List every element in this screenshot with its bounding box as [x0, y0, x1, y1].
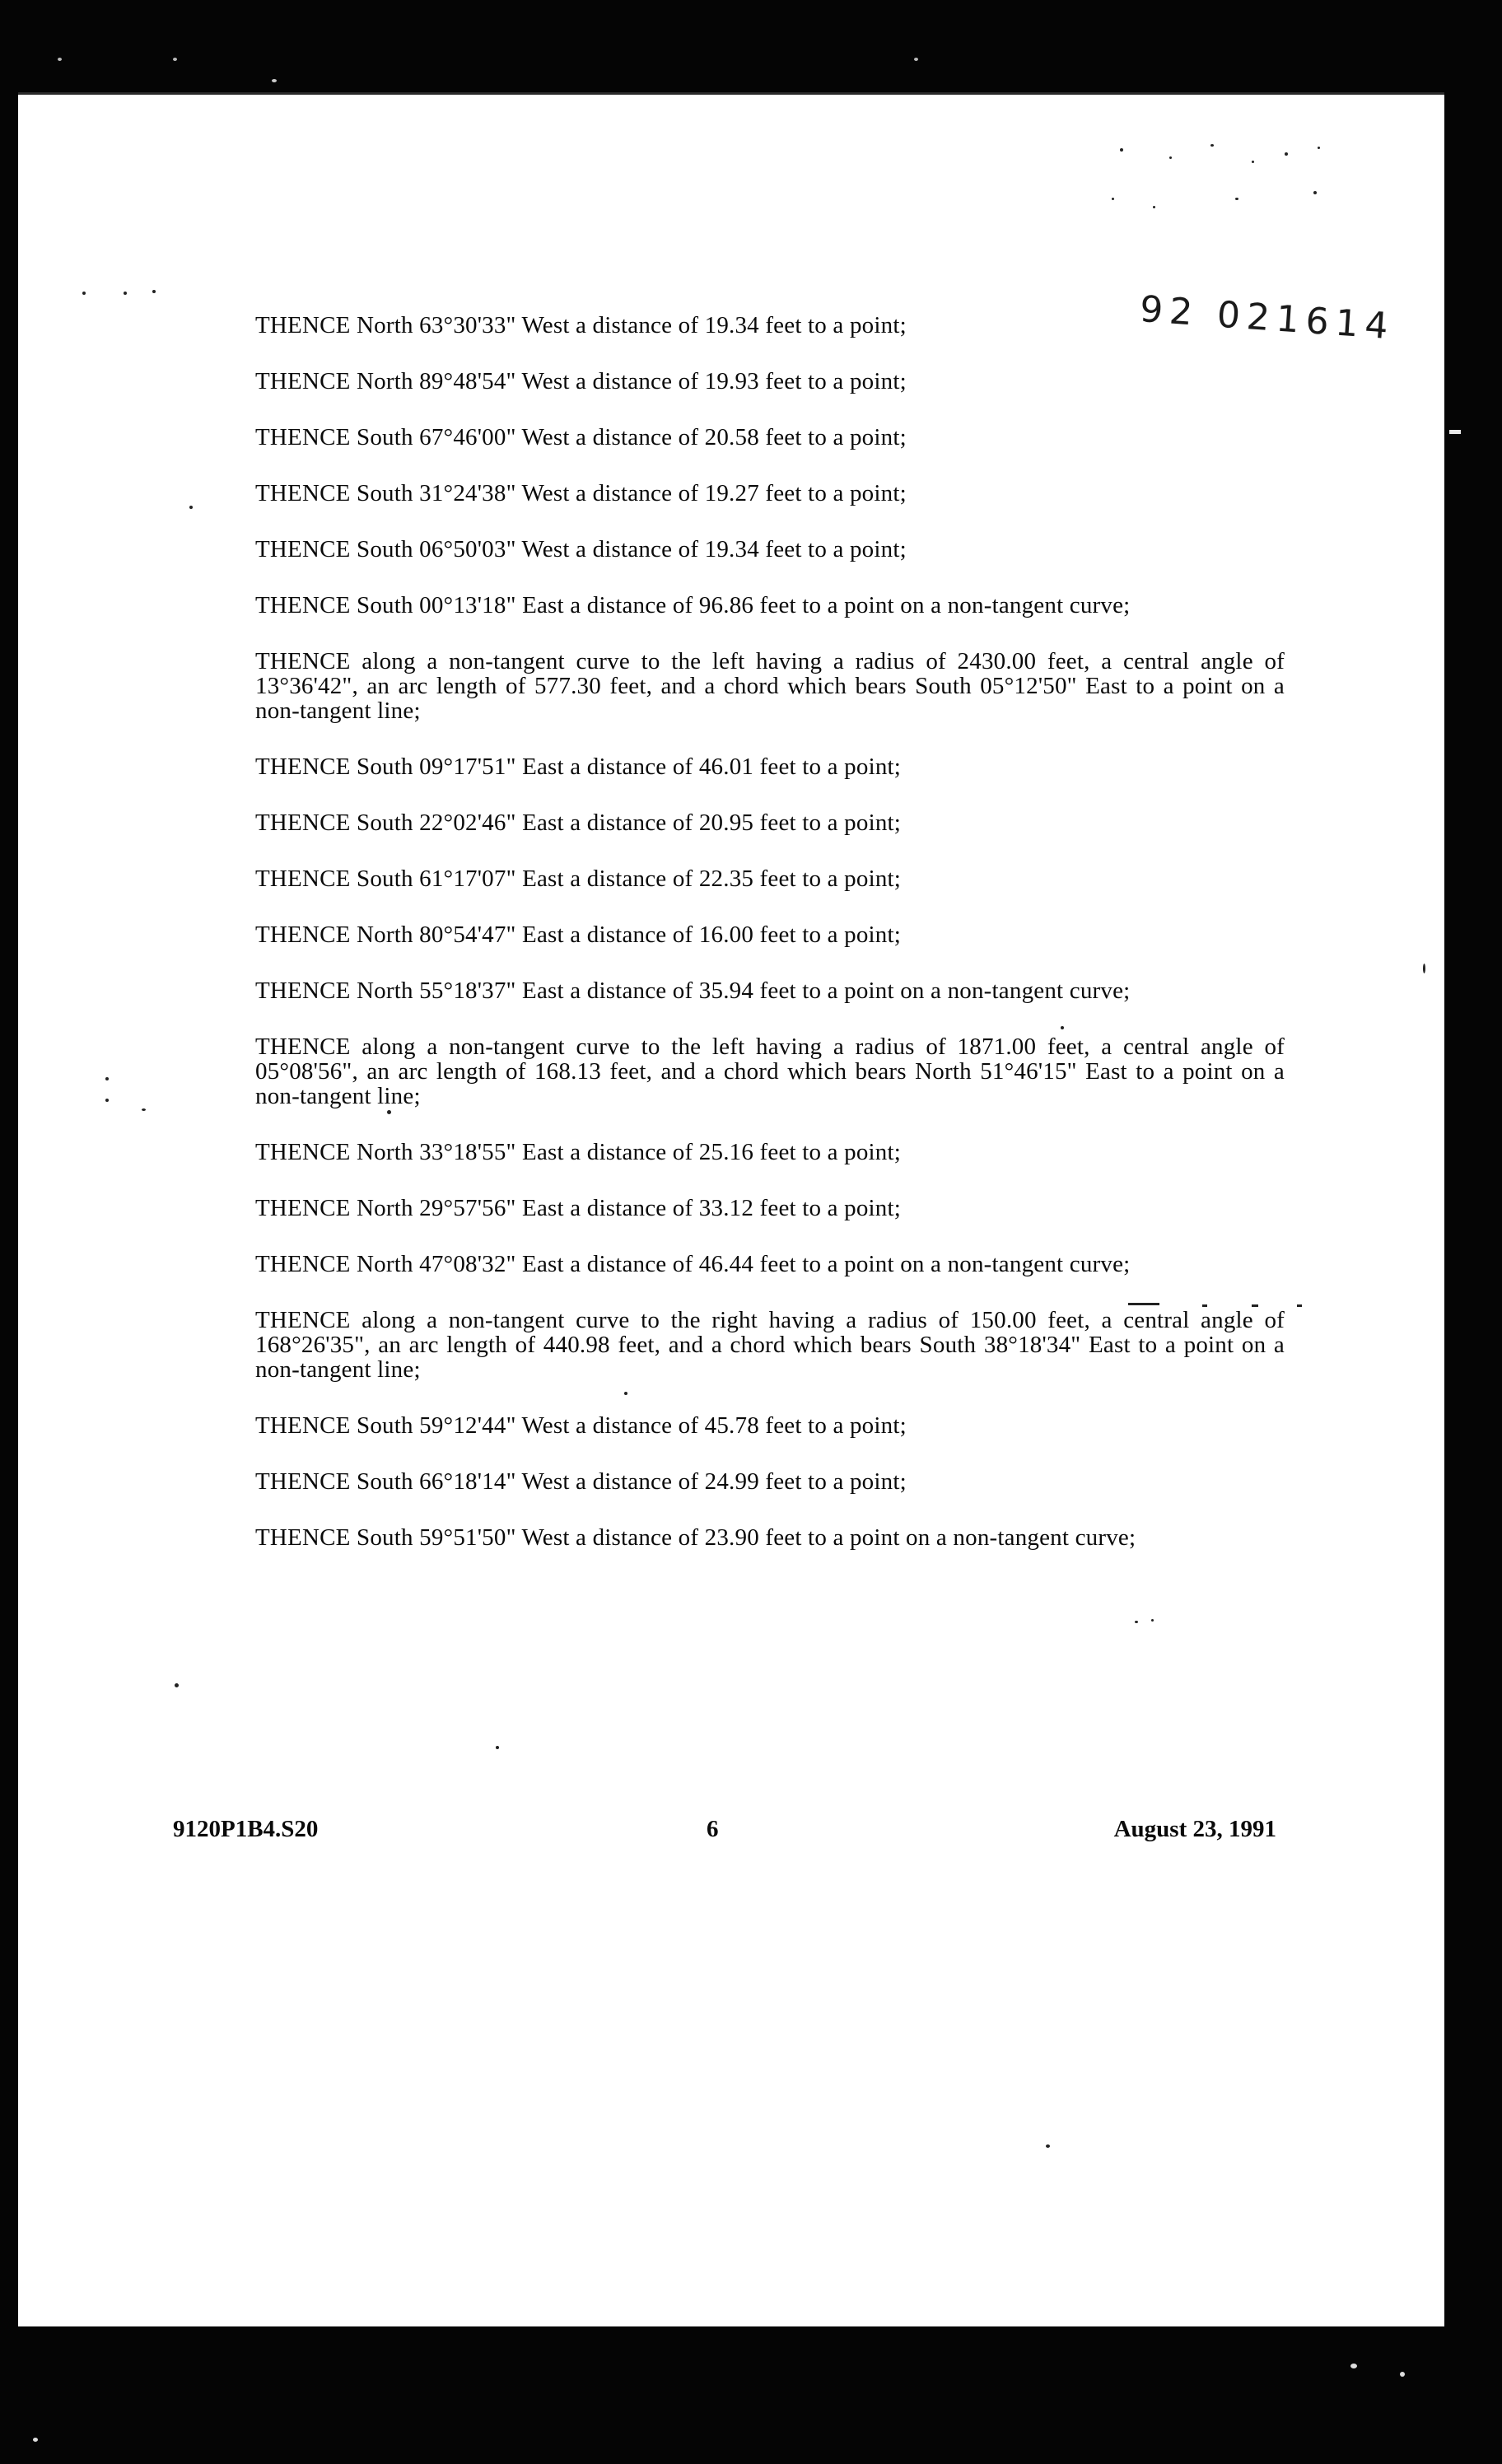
scan-speck [1153, 206, 1155, 208]
scan-speck [58, 58, 62, 61]
scan-speck [914, 58, 918, 61]
scan-speck [1285, 152, 1288, 156]
course-paragraph: THENCE South 59°12'44" West a distance of 45.78 feet to a point; [255, 1412, 907, 1439]
scan-speck [1318, 147, 1320, 149]
curve-paragraph: THENCE along a non-tangent curve to the left having a radius of 2430.00 feet, a central angle of 13°36'42", an arc length of 577.30 feet, and a chord which bears South 05°12'50" East to a point on a non-tangent line; [255, 648, 1285, 724]
footer-date: August 23, 1991 [1113, 1816, 1276, 1842]
scan-dash [1202, 1304, 1207, 1307]
scan-speck [624, 1392, 627, 1395]
scan-speck [1046, 2144, 1050, 2148]
scan-dash [1252, 1304, 1258, 1307]
course-paragraph: THENCE North 47°08'32" East a distance of 46.44 feet to a point on a non-tangent curve; [255, 1251, 1131, 1277]
curve-paragraph: THENCE along a non-tangent curve to the left having a radius of 1871.00 feet, a central angle of 05°08'56", an arc length of 168.13 feet, and a chord which bears North 51°46'15" East to a point on a non-tangent line; [255, 1034, 1285, 1109]
scan-speck [33, 2438, 38, 2442]
scan-speck [1061, 1026, 1064, 1029]
course-paragraph: THENCE North 89°48'54" West a distance of 19.93 feet to a point; [255, 368, 907, 394]
course-paragraph: THENCE South 31°24'38" West a distance of 19.27 feet to a point; [255, 480, 907, 506]
scan-dash [1297, 1304, 1302, 1307]
footer-page-number: 6 [707, 1816, 719, 1842]
course-paragraph: THENCE North 29°57'56" East a distance of 33.12 feet to a point; [255, 1195, 902, 1221]
scan-speck [142, 1108, 146, 1111]
scan-speck [272, 79, 277, 82]
scan-speck [1423, 964, 1425, 973]
scan-speck [1210, 144, 1214, 147]
scan-speck [387, 1110, 391, 1114]
course-paragraph: THENCE South 06°50'03" West a distance of 19.34 feet to a point; [255, 536, 907, 562]
course-paragraph: THENCE South 22°02'46" East a distance of 20.95 feet to a point; [255, 810, 902, 836]
scan-speck [173, 58, 177, 61]
scan-speck [105, 1077, 109, 1080]
scan-speck [1151, 1619, 1154, 1622]
scan-speck [1120, 148, 1123, 152]
page-footer [173, 1816, 1276, 1849]
course-paragraph: THENCE North 63°30'33" West a distance of 19.34 feet to a point; [255, 312, 907, 338]
handwritten-document-number: 92 021614 [1138, 288, 1397, 348]
scan-speck [124, 292, 127, 295]
scan-speck [82, 292, 86, 295]
course-paragraph: THENCE North 55°18'37" East a distance of 35.94 feet to a point on a non-tangent curve; [255, 978, 1131, 1004]
curve-paragraph: THENCE along a non-tangent curve to the right having a radius of 150.00 feet, a central angle of 168°26'35", an arc length of 440.98 feet, and a chord which bears South 38°18'34" East to a point on a non-tangent line; [255, 1307, 1285, 1383]
scan-speck [1252, 161, 1254, 163]
course-paragraph: THENCE South 09°17'51" East a distance of 46.01 feet to a point; [255, 754, 902, 780]
scan-speck [1313, 191, 1317, 194]
course-paragraph: THENCE South 59°51'50" West a distance of 23.90 feet to a point on a non-tangent curve; [255, 1524, 1136, 1551]
scan-speck [496, 1746, 499, 1749]
footer-file-id: 9120P1B4.S20 [173, 1816, 319, 1842]
scan-speck [175, 1683, 179, 1687]
scan-dash [1128, 1303, 1159, 1305]
scan-speck [189, 506, 193, 509]
scan-speck [1400, 2372, 1405, 2377]
scan-speck [1350, 2364, 1357, 2368]
scan-speck [1235, 198, 1238, 200]
scan-edge-mark [1449, 430, 1461, 434]
course-paragraph: THENCE North 33°18'55" East a distance of 25.16 feet to a point; [255, 1139, 902, 1165]
course-paragraph: THENCE North 80°54'47" East a distance of 16.00 feet to a point; [255, 922, 902, 948]
course-paragraph: THENCE South 61°17'07" East a distance of 22.35 feet to a point; [255, 866, 902, 892]
scan-speck [152, 290, 156, 293]
scan-speck [1169, 156, 1172, 159]
course-paragraph: THENCE South 66°18'14" West a distance of 24.99 feet to a point; [255, 1468, 907, 1495]
legal-description-body [255, 313, 1285, 1581]
scan-speck [105, 1099, 109, 1102]
scan-speck [1112, 198, 1114, 200]
course-paragraph: THENCE South 67°46'00" West a distance of 20.58 feet to a point; [255, 424, 907, 450]
scan-speck [1135, 1621, 1138, 1623]
course-paragraph: THENCE South 00°13'18" East a distance of 96.86 feet to a point on a non-tangent curve; [255, 592, 1131, 618]
